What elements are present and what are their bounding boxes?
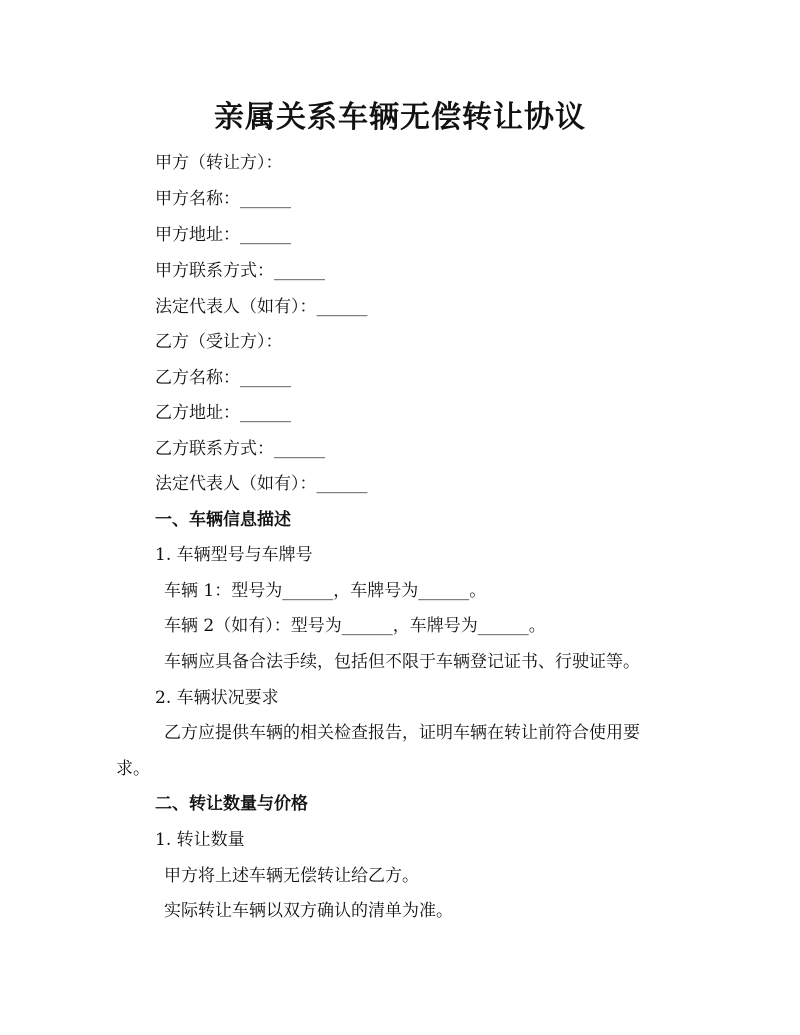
party-b-legal-rep: 法定代表人（如有）：______ (155, 474, 368, 494)
section2-heading: 二、转让数量与价格 (155, 794, 308, 814)
party-a-legal-rep: 法定代表人（如有）：______ (155, 297, 368, 317)
party-a-name: 甲方名称：______ (155, 189, 291, 209)
section2-item1-title: 1. 转让数量 (155, 830, 245, 850)
vehicle-docs-note: 车辆应具备合法手续，包括但不限于车辆登记证书、行驶证等。 (164, 652, 640, 672)
section2-item1-text1: 甲方将上述车辆无偿转让给乙方。 (164, 866, 419, 886)
party-b-name: 乙方名称：______ (155, 368, 291, 388)
party-a-header: 甲方（转让方）： (155, 153, 283, 173)
party-a-contact: 甲方联系方式：______ (155, 261, 325, 281)
party-b-address: 乙方地址：______ (155, 403, 291, 423)
document-title: 亲属关系车辆无偿转让协议 (214, 100, 586, 135)
party-b-header: 乙方（受让方）： (155, 332, 283, 352)
section1-item2-text-line1: 乙方应提供车辆的相关检查报告，证明车辆在转让前符合使用要 (164, 723, 640, 743)
section1-item2-title: 2. 车辆状况要求 (155, 688, 279, 708)
section2-item1-text2: 实际转让车辆以双方确认的清单为准。 (164, 901, 453, 921)
section1-heading: 一、车辆信息描述 (155, 510, 291, 530)
party-a-address: 甲方地址：______ (155, 225, 291, 245)
section1-item1-title: 1. 车辆型号与车牌号 (155, 545, 313, 565)
party-b-contact: 乙方联系方式：______ (155, 439, 325, 459)
vehicle2-line: 车辆 2（如有）：型号为______，车牌号为______。 (164, 616, 546, 636)
vehicle1-line: 车辆 1：型号为______，车牌号为______。 (164, 581, 487, 601)
section1-item2-text-line2: 求。 (116, 759, 150, 779)
